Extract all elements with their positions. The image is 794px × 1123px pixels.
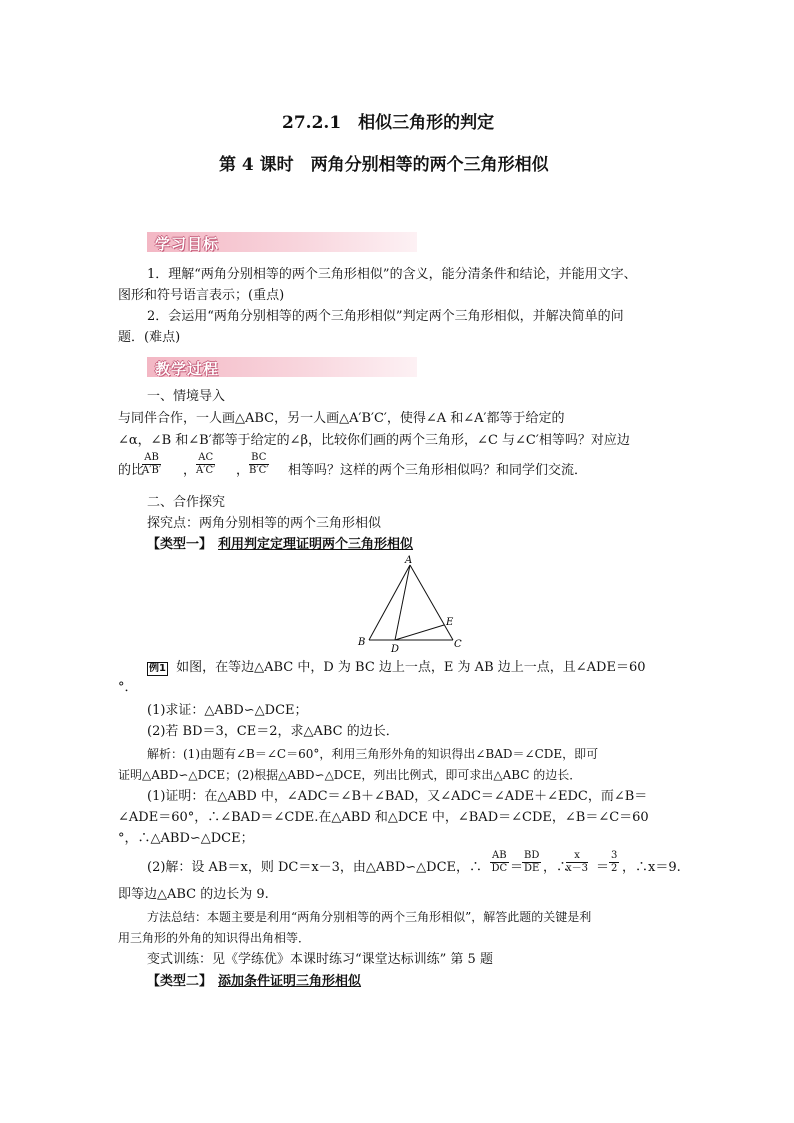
type-1-heading xyxy=(147,537,413,553)
example-1-question-1: (1)求证：△ABD∽△DCE； xyxy=(147,703,308,718)
type-2-heading xyxy=(147,974,361,990)
section-title: 27.2.1 相似三角形的判定 xyxy=(282,113,495,133)
ratio-comma-1: ， xyxy=(183,463,197,478)
solution-prefix: (2)解：设 AB＝x，则 DC＝x－3，由△ABD∽△DCE，∴ xyxy=(147,860,483,875)
edge-ab xyxy=(369,565,410,640)
summary-line-2: 用三角形的外角的知识得出角相等． xyxy=(118,931,311,945)
label-d: D xyxy=(391,644,400,655)
solution-ratio-ab-dc xyxy=(490,850,509,875)
intro-heading: 一、情境导入 xyxy=(147,389,226,404)
solution-answer: 即等边△ABC 的边长为 9. xyxy=(118,887,269,902)
solution-ratio-x-num: x xyxy=(566,850,588,863)
example-1-question-2: (2)若 BD＝3，CE＝2，求△ABC 的边长． xyxy=(147,724,399,739)
example-1-stem-line-2: °． xyxy=(118,680,138,695)
intro-line-3-suffix: 相等吗？这样的两个三角形相似吗？和同学们交流． xyxy=(288,463,588,478)
proof-line-1: (1)证明：在△ABD 中，∠ADC＝∠B＋∠BAD，又∠ADC＝∠ADE＋∠EDC，而∠B＝ xyxy=(147,789,648,804)
ratio-ab-num: AB xyxy=(142,452,161,465)
triangle-figure xyxy=(352,555,472,655)
goals-banner-label: 学习目标 xyxy=(155,235,220,253)
type-1-title: 利用判定定理证明两个三角形相似 xyxy=(218,537,414,552)
process-banner xyxy=(147,357,417,377)
proof-line-2: ∠ADE＝60°，∴∠BAD＝∠CDE.在△ABD 和△DCE 中，∠BAD＝∠CDE，∠B＝∠C＝60 xyxy=(118,810,649,825)
explore-heading: 二、合作探究 xyxy=(147,495,226,510)
solution-ratio-ab-dc-num: AB xyxy=(492,850,507,861)
intro-line-2: ∠α，∠B 和∠B′都等于给定的∠β，比较你们画的两个三角形，∠C 与∠C′相等吗？对应边 xyxy=(118,433,630,448)
process-banner-label: 教学过程 xyxy=(155,360,220,378)
goal-1-line-1: 1．理解“两角分别相等的两个三角形相似”的含义，能分清条件和结论，并能用文字、 xyxy=(147,267,637,282)
segment-ad xyxy=(395,565,410,640)
goal-2-line-1: 2．会运用“两角分别相等的两个三角形相似”判定两个三角形相似，并解决简单的问 xyxy=(147,309,624,324)
label-c: C xyxy=(454,639,462,650)
goal-2-line-2: 题．(难点) xyxy=(118,330,181,345)
example-1-stem-line-1 xyxy=(147,660,646,676)
solution-ratio-ab-dc-den: DC xyxy=(491,863,508,874)
solution-ratio-bd-de-num: BD xyxy=(524,850,540,861)
goal-1-line-2: 图形和符号语言表示；(重点) xyxy=(118,288,285,303)
segment-de xyxy=(395,625,444,640)
label-a: A xyxy=(405,555,413,566)
label-e: E xyxy=(446,617,454,628)
ratio-ab-den: A′B′ xyxy=(142,465,162,476)
practice-note: 变式训练：见《学练优》本课时练习“课堂达标训练” 第 5 题 xyxy=(147,952,493,967)
ratio-bc-num: BC xyxy=(249,452,269,465)
example-1-badge: 例1 xyxy=(149,663,166,674)
solution-ratio-bd-de xyxy=(522,850,541,875)
type-2-title: 添加条件证明三角形相似 xyxy=(218,974,362,989)
type-2-tag: 【类型二】 xyxy=(147,974,213,989)
intro-line-1: 与同伴合作，一人画△ABC，另一人画△A′B′C′，使得∠A 和∠A′都等于给定的 xyxy=(118,411,565,426)
solution-ratio-3-2 xyxy=(609,850,619,875)
lesson-title: 第 4 课时 两角分别相等的两个三角形相似 xyxy=(219,155,549,175)
solution-therefore: ，∴ xyxy=(543,860,570,875)
solution-ratio-bd-de-den: DE xyxy=(524,863,540,874)
label-b: B xyxy=(358,637,366,648)
example-1-stem-text: 如图，在等边△ABC 中，D 为 BC 边上一点，E 为 AB 边上一点，且∠ADE＝60 xyxy=(176,660,646,675)
ratio-comma-2: ， xyxy=(236,463,250,478)
solution-equals-2: ＝ xyxy=(596,860,610,875)
ratio-ac-den: A′C′ xyxy=(196,465,216,476)
ratio-bc xyxy=(249,452,269,477)
explore-point: 探究点：两角分别相等的两个三角形相似 xyxy=(147,516,382,531)
solution-ratio-x-den: x－3 xyxy=(566,863,589,874)
solution-ratio-3-2-den: 2 xyxy=(611,863,618,874)
analysis-line-1: 解析：(1)由题有∠B＝∠C＝60°，利用三角形外角的知识得出∠BAD＝∠CDE，即可 xyxy=(147,747,599,761)
analysis-line-2: 证明△ABD∽△DCE；(2)根据△ABD∽△DCE，列出比例式，即可求出△ABC 的边长． xyxy=(118,768,582,782)
goals-banner xyxy=(147,232,417,252)
solution-suffix: ，∴x＝9. xyxy=(622,860,681,875)
solution-ratio-x xyxy=(566,850,588,875)
solution-equals: ＝ xyxy=(510,860,524,875)
ratio-ac xyxy=(196,452,215,477)
summary-line-1: 方法总结：本题主要是利用“两角分别相等的两个三角形相似”，解答此题的关键是利 xyxy=(147,910,592,924)
solution-ratio-3-2-num: 3 xyxy=(611,850,618,861)
ratio-bc-den: B′C′ xyxy=(249,465,269,476)
proof-line-3: °，∴△ABD∽△DCE； xyxy=(118,831,254,846)
ratio-ab xyxy=(142,452,161,477)
ratio-ac-num: AC xyxy=(196,452,215,465)
intro-line-3-prefix: 的比 xyxy=(118,463,145,478)
type-1-tag: 【类型一】 xyxy=(147,537,213,552)
